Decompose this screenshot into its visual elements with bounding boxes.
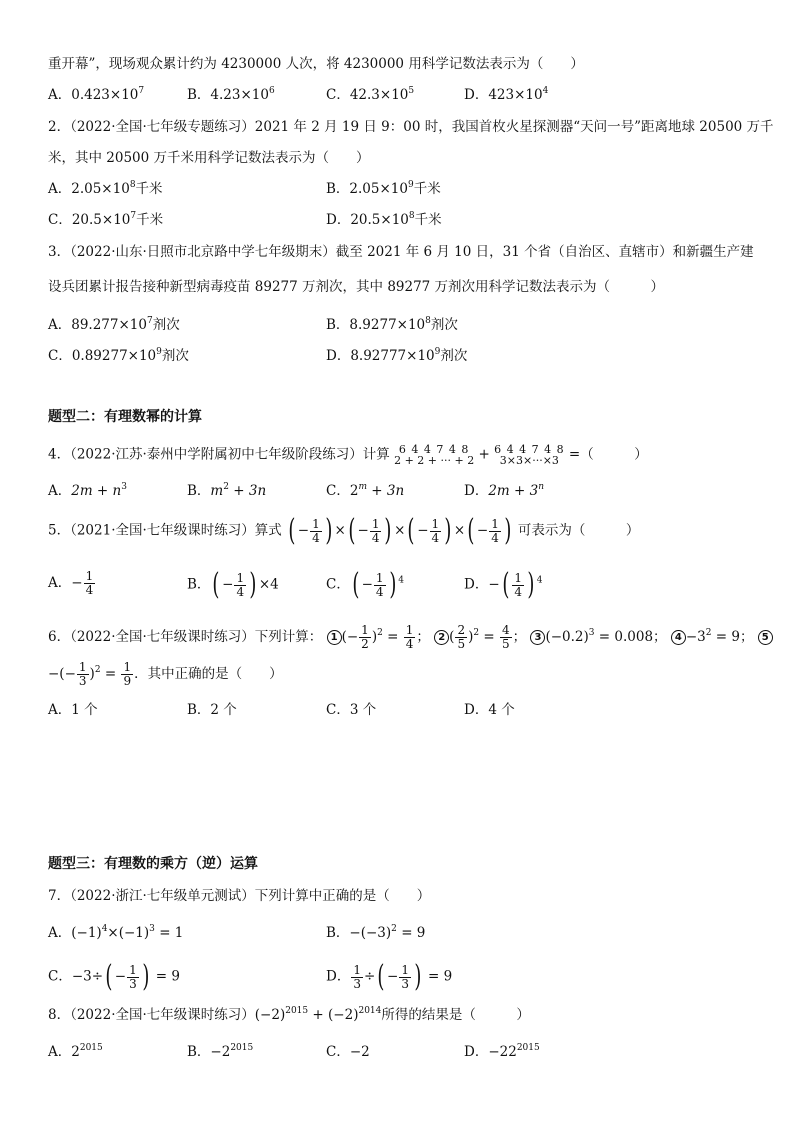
q7-option-d: D． $\frac{1}{3}$ ÷( − $\frac{1}{3}$ ) = 9 (326, 959, 453, 994)
q7-option-b: B．$-(-3)^2 = 9$ (326, 924, 426, 941)
q1-option-d: D．$423\times 10^4$ (464, 86, 549, 103)
q8-option-a: A．$2^{2015}$ (48, 1043, 103, 1060)
q6-option-b: B．2 个 (187, 702, 237, 718)
item-1-marker: 1 (327, 630, 342, 645)
q3-stem-line2: 设兵团累计报告接种新型病毒疫苗 89277 万剂次，其中 89277 万剂次用科学记数法表示为（ ） (48, 279, 665, 295)
q3-option-c: C．$0.89277\times 10^9$剂次 (48, 347, 189, 364)
q2-option-b: B．$2.05\times 10^9$千米 (326, 180, 441, 197)
q2-stem-line1: 2．（2022·全国·七年级专题练习）2021 年 2 月 19 日 9：00 时，我国首枚火星探测器“天问一号”距离地球 20500 万千 (48, 119, 774, 135)
q2-stem-line2: 米，其中 20500 万千米用科学记数法表示为（ ） (48, 150, 370, 166)
q4-option-c: C．$2^m + 3n$ (326, 482, 405, 499)
section-heading-3: 题型三：有理数的乘方（逆）运算 (48, 856, 258, 872)
q1-option-a: A．$0.423\times 10^7$ (48, 86, 145, 103)
q4-stem: 4．（2022·江苏·泰州中学附属初中七年级阶段练习）计算 6 4 4 7 4 8 2 + 2 + ··· + 2 + 6 4 4 7 4 8 3×3×···×3 =（ ） (48, 443, 648, 467)
q5-option-b: B．( − $\frac{1}{4}$ ) ×4 (187, 567, 279, 602)
q4-sum-expression: 6 4 4 7 4 8 2 + 2 + ··· + 2 (394, 443, 475, 467)
q3-stem-line1: 3．（2022·山东·日照市北京路中学七年级期末）截至 2021 年 6 月 10 日，31 个省（自治区、直辖市）和新疆生产建 (48, 244, 754, 260)
q3-option-a: A．$89.277\times 10^7$剂次 (48, 316, 180, 333)
q4-option-d: D．$2m + 3^n$ (464, 482, 544, 499)
q5-option-a: A．− $\frac{1}{4}$ (48, 569, 94, 597)
q1-stem: 重开幕”，现场观众累计约为 4230000 人次，将 4230000 用科学记数法表示为（ ） (48, 56, 584, 72)
q5-option-c: C．( − $\frac{1}{4}$ ) $^4$ (326, 567, 404, 602)
q3-option-b: B．$8.9277\times 10^8$剂次 (326, 316, 458, 333)
q8-stem: 8．（2022·全国·七年级课时练习）$(-2)^{2015} + (-2)^{2014}$所得的结果是（ ） (48, 1006, 530, 1023)
q7-option-c: C．−3÷( − $\frac{1}{3}$ ) = 9 (48, 959, 180, 994)
q8-option-d: D．$-22^{2015}$ (464, 1043, 540, 1060)
q3-option-d: D．$8.92777\times 10^9$剂次 (326, 347, 468, 364)
q5-option-d: D．−( $\frac{1}{4}$ ) $^4$ (464, 567, 543, 602)
item-2-marker: 2 (434, 630, 449, 645)
item-5-marker: 5 (758, 630, 773, 645)
q8-option-b: B．$-2^{2015}$ (187, 1043, 254, 1060)
q6-option-d: D．4 个 (464, 702, 515, 718)
q2-option-c: C．$20.5\times 10^7$千米 (48, 211, 164, 228)
q6-stem-line2: −(− $\frac{1}{3}$ )$^2$ = $\frac{1}{9}$ ．其中正确的是（ ） (48, 660, 283, 688)
q4-product-expression: 6 4 4 7 4 8 3×3×···×3 (494, 443, 565, 467)
q4-option-b: B．$m^2 + 3n$ (187, 482, 267, 499)
q7-option-a: A．$(-1)^4\times(-1)^3 = 1$ (48, 924, 184, 941)
q8-option-c: C．−2 (326, 1044, 370, 1060)
q2-option-a: A．$2.05\times 10^8$千米 (48, 180, 163, 197)
q7-stem: 7．（2022·浙江·七年级单元测试）下列计算中正确的是（ ） (48, 888, 431, 904)
q5-stem: 5．（2021·全国·七年级课时练习）算式 ( − $\frac{1}{4}$ ) ×( − $\frac{1}{4}$ ) ×( − $\frac{1}{4}$ ) ×( − $\frac{1}{4}$ ) 可表示为（ ） (48, 513, 640, 548)
q6-stem-line1: 6．（2022·全国·七年级课时练习）下列计算： 1 (− $\frac{1}{2}$ )$^2$ = $\frac{1}{4}$ ； 2 ( $\frac{2}{5}$ )$^2$ = $\frac{4}{5}$ ； 3 $(-0.2)^3 = 0.008$； $4 -3^2 = 9$； 5 (48, 624, 773, 651)
section-heading-2: 题型二：有理数幂的计算 (48, 409, 202, 425)
q6-option-c: C．3 个 (326, 702, 377, 718)
item-4-marker: 4 (671, 630, 686, 645)
q4-option-a: A．$2m + n^3$ (48, 482, 127, 499)
q6-option-a: A．1 个 (48, 702, 98, 718)
item-3-marker: 3 (530, 630, 545, 645)
q2-option-d: D．$20.5\times 10^8$千米 (326, 211, 442, 228)
q1-option-b: B．$4.23\times 10^6$ (187, 86, 275, 103)
q1-option-c: C．$42.3\times 10^5$ (326, 86, 415, 103)
